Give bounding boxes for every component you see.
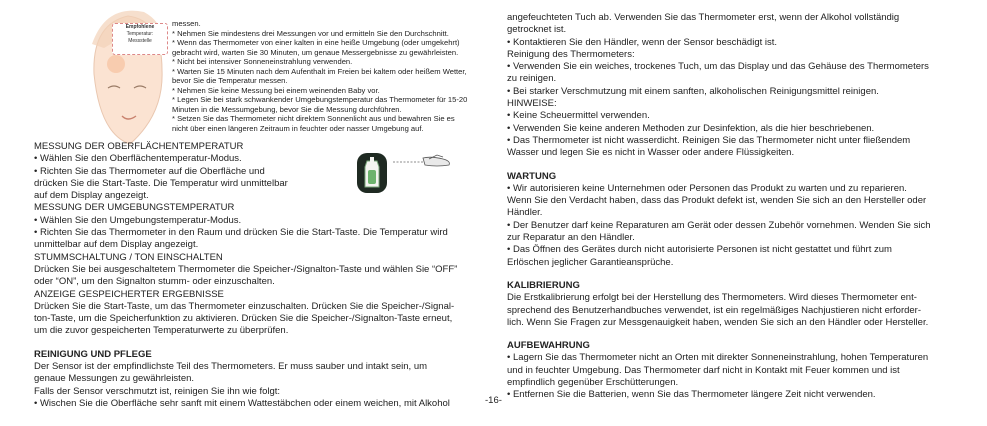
text-line: • Bei starker Verschmutzung mit einem sanften, alkoholischen Reinigungsmittel reinigen.	[507, 85, 879, 97]
text-line: • Entfernen Sie die Batterien, wenn Sie das Thermometer längere Zeit nicht verwenden.	[507, 389, 876, 401]
note-line: bevor Sie die Temperatur messen.	[172, 76, 288, 86]
heading-memory: ANZEIGE GESPEICHERTER ERGEBNISSE	[34, 288, 224, 300]
tag-line-2: Temperatur:	[126, 31, 154, 37]
text-line: • Keine Scheuermittel verwenden.	[507, 110, 650, 122]
note-line: nicht über einen längeren Zeitraum in feuchter oder nasser Umgebung auf.	[172, 124, 424, 134]
heading-ambient-measurement: MESSUNG DER UMGEBUNGSTEMPERATUR	[34, 202, 235, 214]
forehead-mark	[107, 55, 125, 73]
heading-calibration: KALIBRIERUNG	[507, 279, 580, 291]
text-line: • Das Thermometer ist nicht wasserdicht. Reinigen Sie das Thermometer nicht unter fließendem	[507, 134, 911, 146]
note-line: messen.	[172, 19, 201, 28]
text-line: Reinigung des Thermometers:	[507, 48, 635, 60]
text-line: angefeuchteten Tuch ab. Verwenden Sie das Thermometer erst, wenn der Alkohol vollständig	[507, 12, 900, 23]
page-number: -16-	[485, 395, 502, 406]
heading-surface-measurement: MESSUNG DER OBERFLÄCHENTEMPERATUR	[34, 141, 244, 152]
measurement-spot-tag	[112, 23, 168, 55]
text-line: Wasser und legen Sie es nicht in Wasser oder andere Flüssigkeiten.	[507, 147, 795, 159]
note-line: * Wenn das Thermometer von einer kalten in eine heiße Umgebung (oder umgekehrt)	[172, 38, 460, 48]
text-line: • Verwenden Sie keine anderen Methoden zur Desinfektion, als die hier beschriebenen.	[507, 122, 875, 134]
text-line: • Richten Sie das Thermometer in den Raum und drücken Sie die Start-Taste. Die Temperatur wird	[34, 227, 448, 239]
text-line: Der Sensor ist der empfindlichste Teil des Thermometers. Er muss sauber und intakt sein, um	[34, 361, 428, 373]
text-line: • Wählen Sie den Oberflächentemperatur-Modus.	[34, 153, 242, 165]
note-line: * Nicht bei intensiver Sonneneinstrahlung verwenden.	[172, 57, 353, 67]
text-line: • Der Benutzer darf keine Reparaturen am Gerät oder dessen Zubehör vornehmen. Wenden Sie sich	[507, 219, 931, 231]
text-line: • Das Öffnen des Gerätes durch nicht autorisierte Personen ist nicht gestattet und führt zum	[507, 244, 892, 256]
text-line: zu reinigen.	[507, 73, 557, 85]
note-line: * Legen Sie bei stark schwankender Umgebungstemperatur das Thermometer für 15-20	[172, 95, 468, 105]
text-line: • Verwenden Sie ein weiches, trockenes Tuch, um das Display und das Gehäuse des Thermometers	[507, 61, 929, 73]
text-line: drücken Sie die Start-Taste. Die Temperatur wird unmittelbar	[34, 177, 288, 189]
text-line: Händler.	[507, 207, 543, 219]
note-line: * Setzen Sie das Thermometer nicht direktem Sonnenlicht aus und bewahren Sie es	[172, 114, 455, 124]
text-line: Drücken Sie die Start-Taste, um das Thermometer einzuschalten. Drücken Sie die Speicher-/Signal-	[34, 300, 455, 312]
text-line: und in feuchter Umgebung. Das Thermometer darf nicht in Kontakt mit Feuer kommen und ist	[507, 364, 900, 376]
thermometer-illustration	[357, 153, 467, 193]
text-line: • Wir autorisieren keine Unternehmen oder Personen das Produkt zu warten und zu reparieren.	[507, 182, 907, 194]
measurement-notes	[172, 19, 492, 134]
note-line: * Nehmen Sie mindestens drei Messungen vor und ermitteln Sie den Durchschnitt.	[172, 28, 449, 38]
text-line: lich. Wenn Sie Fragen zur Messgenauigkeit haben, wenden Sie sich an den Händler oder Hersteller.	[507, 316, 929, 328]
text-line: • Richten Sie das Thermometer auf die Oberfläche und	[34, 165, 265, 177]
text-line: • Kontaktieren Sie den Händler, wenn der Sensor beschädigt ist.	[507, 36, 778, 48]
tag-line-1: Empfohlene	[125, 24, 155, 30]
note-line: * Nehmen Sie keine Messung bei einem weinenden Baby vor.	[172, 85, 380, 95]
text-line: Drücken Sie bei ausgeschaltetem Thermometer die Speicher-/Signalton-Taste und wählen Sie “OFF”	[34, 263, 458, 275]
text-line: Erlöschen jeglicher Garantieansprüche.	[507, 256, 674, 268]
text-line: unmittelbar auf dem Display angezeigt.	[34, 239, 199, 251]
text-line: zur Reparatur an den Händler.	[507, 232, 635, 244]
note-line: * Warten Sie 15 Minuten nach dem Aufenthalt im Freien bei kaltem oder heißem Wetter,	[172, 66, 467, 76]
tag-line-3: Messstelle	[128, 38, 152, 44]
text-line: sprechend des Benutzerhandbuches verwendet, ist ein regelmäßiges Nachjustieren nicht erforder-	[507, 304, 922, 316]
note-line: gebracht wird, warten Sie 30 Minuten, um genaue Messergebnisse zu gewährleisten.	[172, 47, 459, 57]
text-line: um die zuvor gespeicherten Temperaturwerte zu überprüfen.	[34, 325, 289, 337]
right-column-text	[507, 12, 952, 402]
text-line: Die Erstkalibrierung erfolgt bei der Herstellung des Thermometers. Wird dieses Thermometer ent-	[507, 292, 917, 304]
text-line: Falls der Sensor verschmutzt ist, reinigen Sie ihn wie folgt:	[34, 385, 281, 397]
text-line: auf dem Display angezeigt.	[34, 190, 149, 202]
text-line: • Lagern Sie das Thermometer nicht an Orten mit direkter Sonneneinstrahlung, hohen Temperaturen	[507, 352, 929, 364]
text-line: Wenn Sie den Verdacht haben, dass das Produkt defekt ist, wenden Sie sich an den Hersteller oder	[507, 195, 927, 207]
heading-maintenance: WARTUNG	[507, 170, 557, 182]
text-line: • Wischen Sie die Oberfläche sehr sanft mit einem Wattestäbchen oder einem weichen, mit Alkohol	[34, 397, 450, 409]
text-line: oder “ON”, um den Signalton stumm- oder einzuschalten.	[34, 276, 275, 288]
heading-mute: STUMMSCHALTUNG / TON EINSCHALTEN	[34, 251, 223, 263]
heading-cleaning: REINIGUNG UND PFLEGE	[34, 348, 152, 360]
text-line: ton-Taste, um die Speicherfunktion zu aktivieren. Drücken Sie die Speicher-/Signalton-Taste erneut,	[34, 313, 453, 325]
heading-storage: AUFBEWAHRUNG	[507, 340, 590, 352]
text-line: getrocknet ist.	[507, 24, 567, 36]
note-line: Minuten in die Messumgebung, bevor Sie die Messung durchführen.	[172, 104, 402, 114]
text-line: genaue Messungen zu gewährleisten.	[34, 373, 195, 385]
heading-notes: HINWEISE:	[507, 98, 557, 110]
text-line: • Wählen Sie den Umgebungstemperatur-Modus.	[34, 214, 242, 226]
text-line: empfindlich gegenüber Erschütterungen.	[507, 377, 679, 389]
